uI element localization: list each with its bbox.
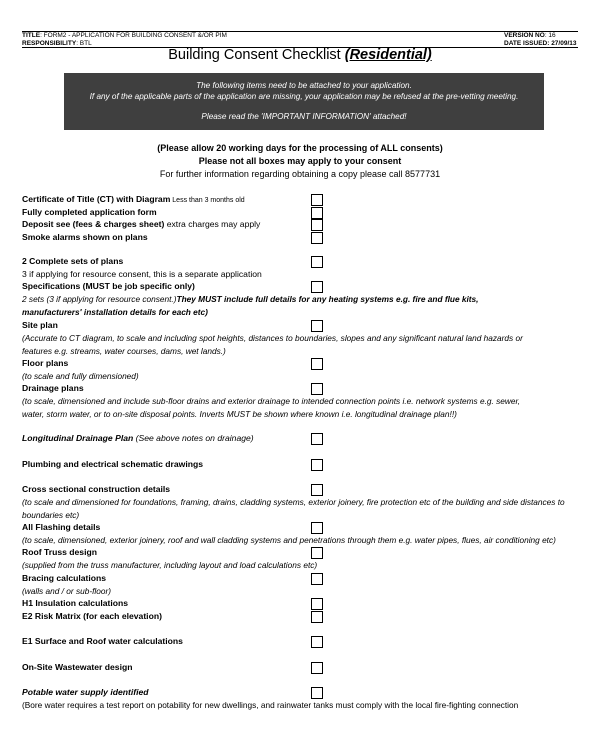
item-certificate-of-title: Certificate of Title (CT) with Diagram Less than 3 months old xyxy=(22,194,245,204)
item-onsite-wastewater: On-Site Wastewater design xyxy=(22,662,133,672)
checkbox-e2-risk-matrix[interactable] xyxy=(311,611,323,623)
bracing-note: (walls and / or sub-floor) xyxy=(22,586,111,596)
checkbox-plumbing-electrical[interactable] xyxy=(311,459,323,471)
floor-plans-note: (to scale and fully dimensioned) xyxy=(22,371,139,381)
item-bracing: Bracing calculations xyxy=(22,573,107,583)
checkbox-application-form[interactable] xyxy=(311,207,323,219)
checkbox-plans[interactable] xyxy=(311,256,323,268)
item-drainage-plans: Drainage plans xyxy=(22,383,84,393)
checkbox-longitudinal-drainage[interactable] xyxy=(311,433,323,445)
checkbox-site-plan[interactable] xyxy=(311,320,323,332)
checkbox-cross-sectional[interactable] xyxy=(311,484,323,496)
notice-line-2: If any of the applicable parts of the application are missing, your application may be refused at the pre-vetting meeting. xyxy=(89,92,519,101)
intro-line-3: For further information regarding obtaining a copy please call 8577731 xyxy=(159,169,441,179)
form-title: TITLE: FORM2 - APPLICATION FOR BUILDING CONSENT &/OR PIM xyxy=(22,32,227,39)
checkbox-h1-insulation[interactable] xyxy=(311,598,323,610)
specifications-note-2: manufacturers' installation details for each etc) xyxy=(22,307,208,317)
item-three-sets-note: 3 if applying for resource consent, this is a separate application xyxy=(22,269,262,279)
checkbox-bracing[interactable] xyxy=(311,573,323,585)
version-number: VERSION NO: 16 xyxy=(504,32,556,39)
item-e1-surface-water: E1 Surface and Roof water calculations xyxy=(22,636,183,646)
intro-line-1: (Please allow 20 working days for the processing of ALL consents) xyxy=(157,143,443,153)
specifications-note-1: 2 sets (3 if applying for resource consent.)They MUST include full details for any heating systems e.g. fire and flue kits, xyxy=(22,294,479,304)
item-cross-sectional: Cross sectional construction details xyxy=(22,484,171,494)
checkbox-e1-surface-water[interactable] xyxy=(311,636,323,648)
checkbox-drainage-plans[interactable] xyxy=(311,383,323,395)
item-flashing-details: All Flashing details xyxy=(22,522,101,532)
drainage-note-1: (to scale, dimensioned and include sub-floor drains and exterior drainage to intended connection points i.e. network systems e.g. sewer, xyxy=(22,396,521,406)
item-deposit: Deposit see (fees & charges sheet) extra charges may apply xyxy=(22,219,261,229)
date-issued: DATE ISSUED: 27/09/13 xyxy=(504,40,577,47)
checkbox-onsite-wastewater[interactable] xyxy=(311,662,323,674)
checkbox-smoke-alarms[interactable] xyxy=(311,232,323,244)
item-e2-risk-matrix: E2 Risk Matrix (for each elevation) xyxy=(22,611,162,621)
item-potable-water: Potable water supply identified xyxy=(22,687,149,697)
drainage-note-2: water, storm water, or to on-site disposal points. Inverts MUST be shown where known i.e. longitudinal drainage plan!!) xyxy=(22,409,457,419)
cross-sectional-note-2: boundaries etc) xyxy=(22,510,80,520)
checkbox-certificate-of-title[interactable] xyxy=(311,194,323,206)
checkbox-floor-plans[interactable] xyxy=(311,358,323,370)
checkbox-specifications[interactable] xyxy=(311,281,323,293)
item-roof-truss: Roof Truss design xyxy=(22,547,97,557)
site-plan-note-2: features e.g. streams, water courses, dams, wet lands.) xyxy=(22,346,226,356)
item-smoke-alarms: Smoke alarms shown on plans xyxy=(22,232,148,242)
checkbox-deposit[interactable] xyxy=(311,219,323,231)
notice-line-1: The following items need to be attached to your application. xyxy=(196,81,412,90)
flashing-note: (to scale, dimensioned, exterior joinery, roof and wall cladding systems and penetrations through them e.g. water pipes, flues, air conditioning etc) xyxy=(22,535,556,545)
page-title: Building Consent Checklist (Residential) xyxy=(168,47,432,63)
item-longitudinal-drainage: Longitudinal Drainage Plan (See above notes on drainage) xyxy=(22,433,254,443)
notice-line-3: Please read the 'IMPORTANT INFORMATION' attached! xyxy=(201,112,407,121)
checkbox-roof-truss[interactable] xyxy=(311,547,323,559)
responsibility: RESPONSIBILITY: BTL xyxy=(22,40,92,47)
item-plumbing-electrical: Plumbing and electrical schematic drawings xyxy=(22,459,204,469)
item-two-sets-plans: 2 Complete sets of plans xyxy=(22,256,124,266)
checkbox-potable-water[interactable] xyxy=(311,687,323,699)
roof-truss-note: (supplied from the truss manufacturer, including layout and load calculations etc) xyxy=(22,560,318,570)
item-h1-insulation: H1 Insulation calculations xyxy=(22,598,129,608)
checkbox-flashing-details[interactable] xyxy=(311,522,323,534)
notice-box xyxy=(64,73,544,130)
item-application-form: Fully completed application form xyxy=(22,207,157,217)
potable-water-note: (Bore water requires a test report on potability for new dwellings, and rainwater tanks must comply with the local fire-fighting connection xyxy=(22,700,519,710)
cross-sectional-note-1: (to scale and dimensioned for foundations, framing, drains, cladding systems, exterior joinery, fire protection etc of the building and side distances to xyxy=(22,497,565,507)
item-floor-plans: Floor plans xyxy=(22,358,69,368)
item-specifications: Specifications (MUST be job specific only) xyxy=(22,281,195,291)
item-site-plan: Site plan xyxy=(22,320,58,330)
site-plan-note-1: (Accurate to CT diagram, to scale and including spot heights, distances to boundaries, slopes and any significant natural land hazards or xyxy=(22,333,523,343)
intro-line-2: Please not all boxes may apply to your consent xyxy=(198,156,402,166)
